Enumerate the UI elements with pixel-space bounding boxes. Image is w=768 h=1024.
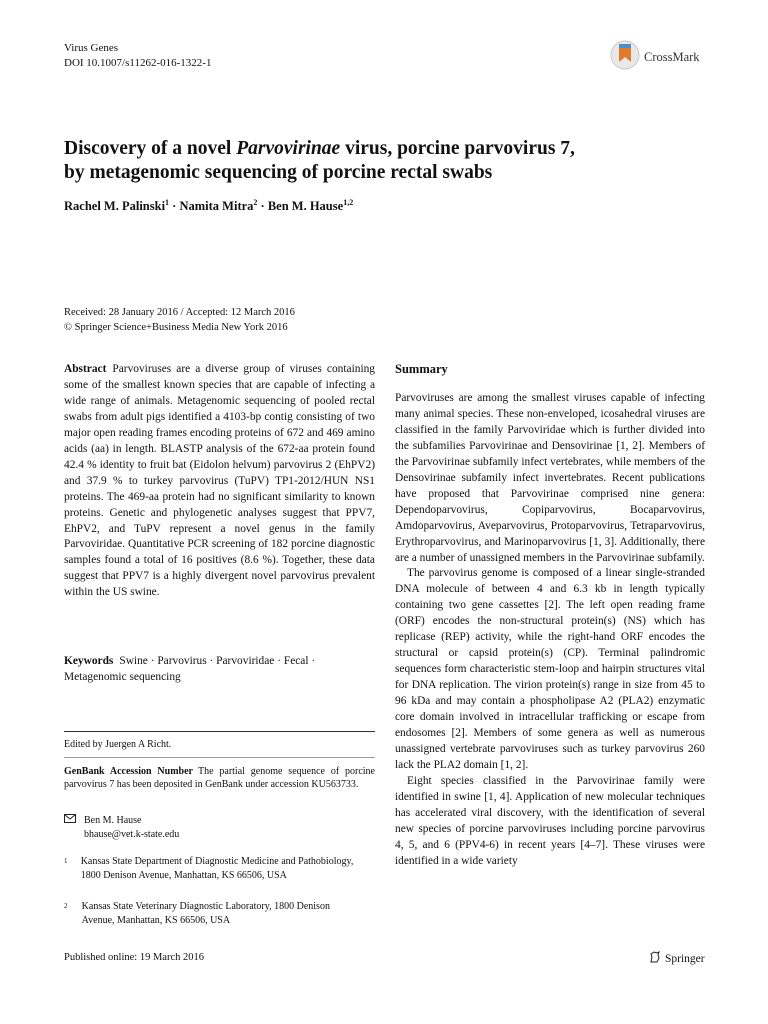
correspondence — [64, 814, 179, 841]
summary-paragraph: Eight species classified in the Parvovirinae family were identified in swine [1, 4]. Application of new molecular techniques has accelerated viral discovery, with the identification of several new species of porcine parvoviruses including porcine parvovirus 4, 5, and 6 (PPV4-6) in recent years [4–7]. These viruses were identified in a wide variety — [395, 774, 705, 867]
author-separator: · — [169, 199, 180, 214]
summary-body — [395, 391, 705, 870]
doi[interactable]: DOI 10.1007/s11262-016-1322-1 — [64, 57, 212, 69]
affiliation-1 — [64, 855, 364, 882]
springer-horse-icon — [648, 950, 662, 967]
published-date: Published online: 19 March 2016 — [64, 952, 204, 963]
genbank-heading: GenBank Accession Number — [64, 766, 193, 777]
author-name[interactable]: Namita Mitra — [179, 199, 254, 214]
crossmark-badge[interactable] — [610, 38, 700, 77]
journal-header — [64, 41, 211, 71]
title-part-italic: Parvovirinae — [236, 138, 341, 159]
envelope-icon — [64, 814, 76, 841]
author-affiliation-sup: 1,2 — [343, 198, 354, 207]
affiliation-number: 1 — [64, 857, 68, 865]
correspondence-name: Ben M. Hause — [84, 815, 142, 826]
genbank-note — [64, 766, 375, 791]
footnote-divider-thin — [64, 757, 375, 758]
correspondence-email[interactable]: bhause@vet.k-state.edu — [84, 828, 180, 840]
author-affiliation-sup: 1 — [165, 198, 170, 207]
publisher-name: Springer — [665, 952, 705, 965]
title-part-1: Discovery of a novel — [64, 138, 237, 159]
title-line-2: by metagenomic sequencing of porcine rectal swabs — [64, 162, 493, 183]
keywords — [64, 654, 375, 686]
article-dates — [64, 306, 295, 335]
keywords-heading: Keywords — [64, 655, 114, 667]
summary-paragraph: Parvoviruses are among the smallest viruses capable of infecting many animal species. These non-enveloped, icosahedral viruses are classified in the family Parvoviridae which is further divided into the subfamilies Parvovirinae and Densovirinae [1, 2]. Members of the Parvovirinae subfamily infect vertebrates, while members of the Densovirinae subfamily infect invertebrates. Recent publications have proposed that Parvovirinae comprised nine genera: Dependoparvovirus, Copiparvovirus, Bocaparvovirus, Amdoparvovirus, Aveparvovirus, Protoparvovirus, Tetraparvovirus, Erythroparvovirus, and Marinoparvovirus [1, 3]. Additionally, there are a number of unassigned members in the Parvovirinae subfamily. — [395, 392, 705, 564]
affiliation-2 — [64, 900, 364, 927]
publisher-logo — [648, 950, 705, 967]
abstract-text: Parvoviruses are a diverse group of viruses containing some of the smallest known species that are capable of infecting a wide range of animals. Metagenomic sequencing of pooled rectal swabs from adult pigs identified a 4103-bp contig consisting of two major open reading frames encoding proteins of 672 and 469 amino acids (aa) in length. BLASTP analysis of the 672-aa protein found 42.4 % identity to fruit bat (Eidolon helvum) parvovirus 2 (EhPV2) and 37.9 % to turkey parvovirus (TuPV) TP1-2012/HUN NS1 proteins. The 469-aa protein had no significant similarity to known proteins. Genetic and phylogenetic analyses suggest that PPV7, EhPV2, and TuPV represent a novel genus in the family Parvoviridae. Quantitative PCR screening of 182 porcine diagnostic samples found a total of 16 positives (8.6 %). Together, these data suggest that PPV7 is a highly divergent novel parvovirus prevalent within the US swine. — [64, 363, 375, 599]
abstract-heading: Abstract — [64, 363, 107, 375]
author-affiliation-sup: 2 — [253, 198, 258, 207]
article-title — [64, 137, 704, 185]
keywords-text: Swine · Parvovirus · Parvoviridae · Fecal · Metagenomic sequencing — [64, 655, 316, 683]
copyright: © Springer Science+Business Media New York 2016 — [64, 321, 288, 333]
summary-heading: Summary — [395, 362, 448, 376]
author-name[interactable]: Ben M. Hause — [267, 199, 344, 214]
affiliation-text: Kansas State Department of Diagnostic Medicine and Pathobiology, 1800 Denison Avenue, Manhattan, KS 66506, USA — [80, 856, 354, 881]
summary-paragraph: The parvovirus genome is composed of a linear single-stranded DNA molecule of between 4 and 6.3 kb in length typically containing two gene cassettes [2]. The left open reading frame (ORF) encodes the non-structural protein(s) (NS) which has replicase (REP) activity, while the right-hand ORF encodes the structural or capsid protein(s) (CP). Terminal palindromic sequences form characteristic stem-loop and hairpin structures vital for DNA replication. The virion protein(s) range in size from 45 to 96 kDa and may contain a phospholipase A2 (PLA2) enzymatic core domain involved in intracellular trafficking or escape from endosomes [2]. Members of some genera as well as numerous unassigned vertebrate parvoviruses such as turkey parvovirus 260 lack the PLA2 domain [1, 2]. — [395, 567, 705, 771]
genbank-text: The partial genome sequence of porcine parvovirus 7 has been deposited in GenBank under accession KU563733. — [64, 766, 375, 790]
abstract — [64, 362, 375, 601]
journal-name: Virus Genes — [64, 42, 119, 54]
crossmark-label: CrossMark — [644, 50, 700, 64]
author-list — [64, 198, 353, 214]
footnote-divider — [64, 731, 375, 732]
edited-by: Edited by Juergen A Richt. — [64, 739, 172, 750]
author-name[interactable]: Rachel M. Palinski — [64, 199, 166, 214]
crossmark-icon — [610, 38, 640, 77]
received-accepted: Received: 28 January 2016 / Accepted: 12 March 2016 — [64, 307, 295, 318]
title-part-3: virus, porcine parvovirus 7, — [340, 138, 575, 159]
affiliation-number: 2 — [64, 902, 68, 910]
author-separator: · — [257, 199, 268, 214]
affiliation-text: Kansas State Veterinary Diagnostic Laboratory, 1800 Denison Avenue, Manhattan, KS 66506, USA — [81, 901, 330, 926]
